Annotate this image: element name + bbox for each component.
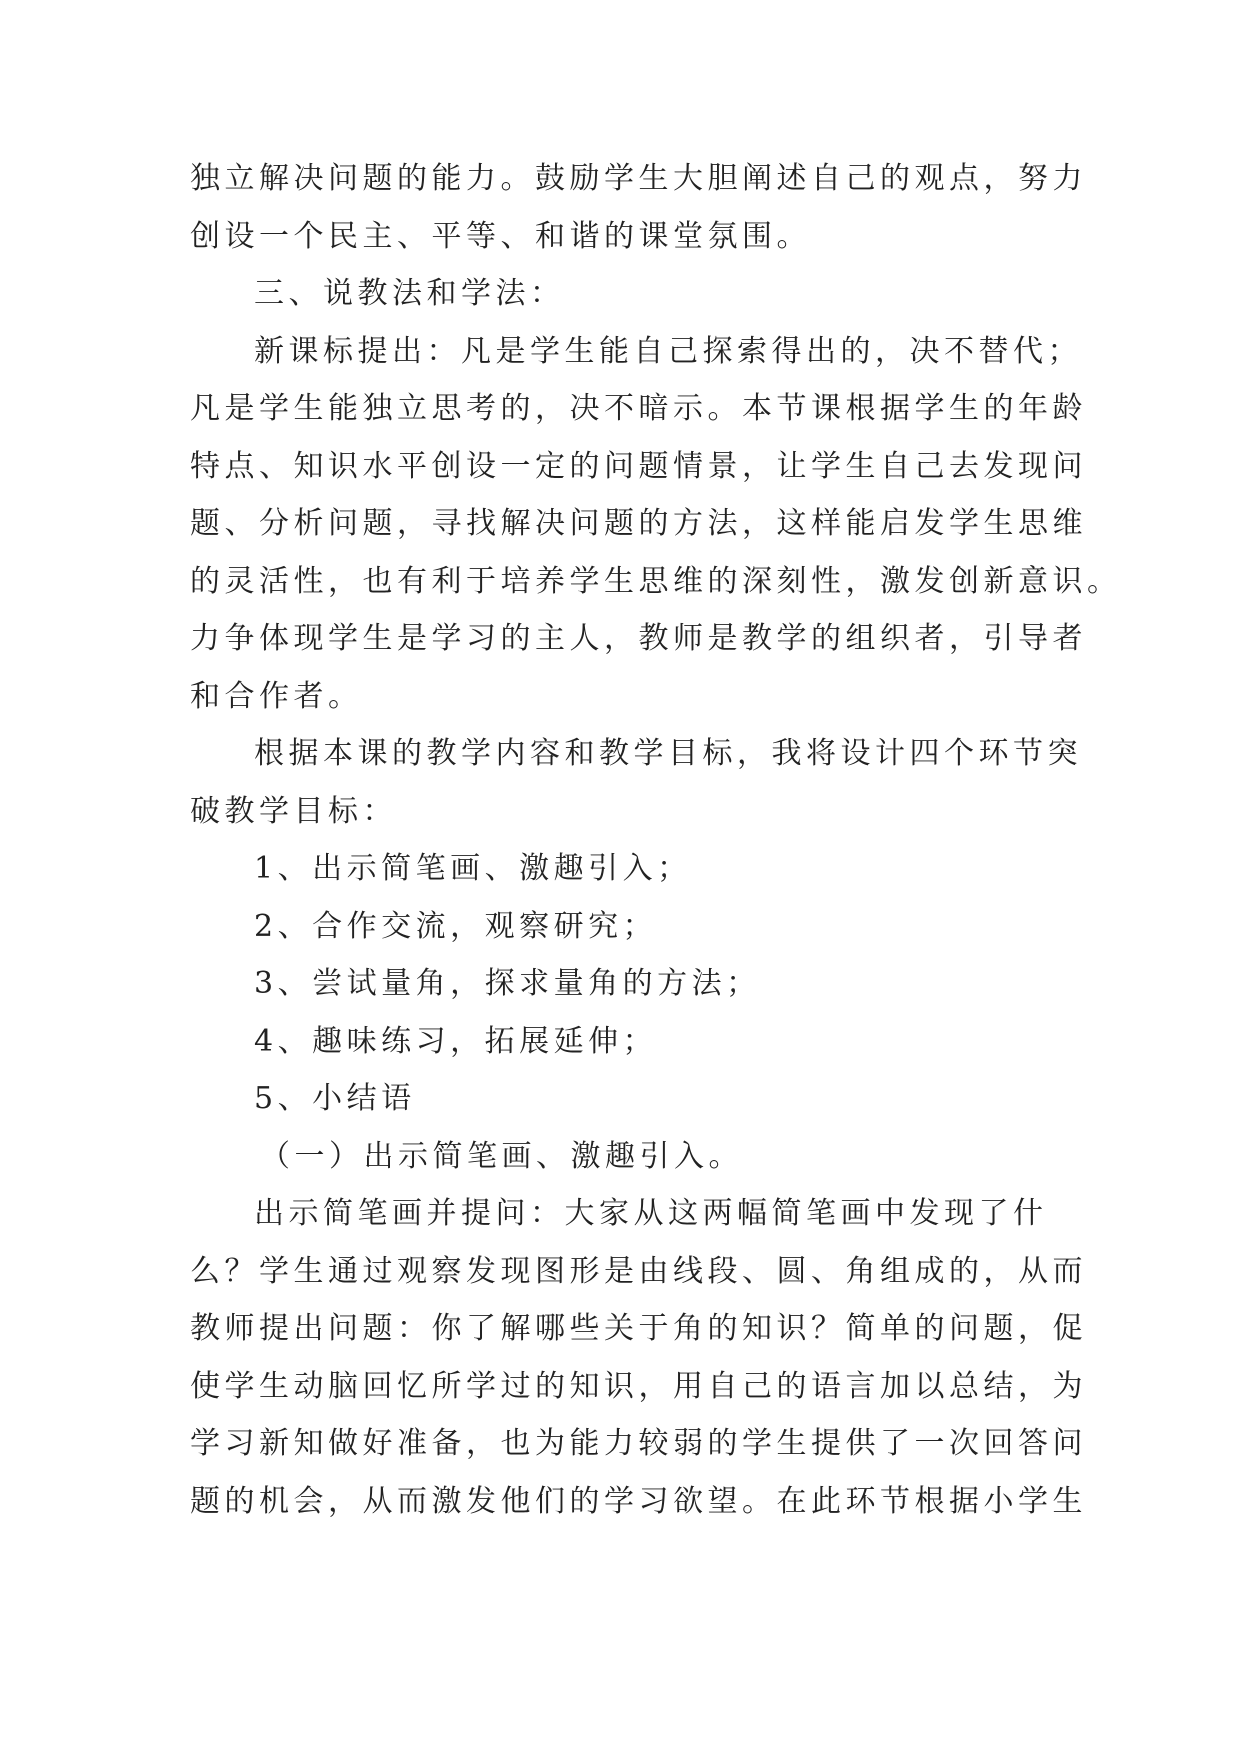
list-item: 1、出示简笔画、激趣引入；: [254, 851, 692, 886]
paragraph-line: 独立解决问题的能力。鼓励学生大胆阐述自己的观点，努力: [190, 161, 1087, 196]
paragraph-line: 和合作者。: [190, 678, 363, 714]
paragraph-line: 使学生动脑回忆所学过的知识，用自己的语言加以总结，为: [190, 1368, 1087, 1404]
list-item: 4、趣味练习，拓展延伸；: [254, 1023, 658, 1059]
paragraph-line: 出示简笔画并提问：大家从这两幅简笔画中发现了什: [254, 1196, 1048, 1231]
list-item: 2、合作交流，观察研究；: [254, 908, 658, 944]
list-item: 5、小结语: [254, 1081, 416, 1116]
paragraph-line: 根据本课的教学内容和教学目标，我将设计四个环节突: [254, 736, 1082, 771]
paragraph-line: 破教学目标：: [190, 793, 397, 829]
paragraph-line: 题的机会，从而激发他们的学习欲望。在此环节根据小学生: [190, 1483, 1087, 1519]
section-heading: 三、说教法和学法：: [254, 276, 565, 311]
paragraph-line: 新课标提出：凡是学生能自己探索得出的，决不替代；: [254, 333, 1082, 369]
paragraph-line: 创设一个民主、平等、和谐的课堂氛围。: [190, 218, 811, 254]
paragraph-line: 么？学生通过观察发现图形是由线段、圆、角组成的，从而: [190, 1253, 1087, 1289]
paragraph-line: 的灵活性，也有利于培养学生思维的深刻性，激发创新意识。: [190, 563, 1122, 599]
paragraph-line: 教师提出问题：你了解哪些关于角的知识？简单的问题，促: [190, 1311, 1087, 1346]
document-page: [190, 150, 1122, 1530]
list-item: 3、尝试量角，探求量角的方法；: [254, 966, 761, 1001]
paragraph-line: 凡是学生能独立思考的，决不暗示。本节课根据学生的年龄: [190, 391, 1087, 426]
paragraph-line: 学习新知做好准备，也为能力较弱的学生提供了一次回答问: [190, 1426, 1087, 1461]
paragraph-line: 题、分析问题，寻找解决问题的方法，这样能启发学生思维: [190, 506, 1087, 541]
paragraph-line: 特点、知识水平创设一定的问题情景，让学生自己去发现问: [190, 448, 1087, 484]
subsection-heading: （一）出示简笔画、激趣引入。: [260, 1138, 743, 1174]
paragraph-line: 力争体现学生是学习的主人，教师是教学的组织者，引导者: [190, 621, 1087, 656]
